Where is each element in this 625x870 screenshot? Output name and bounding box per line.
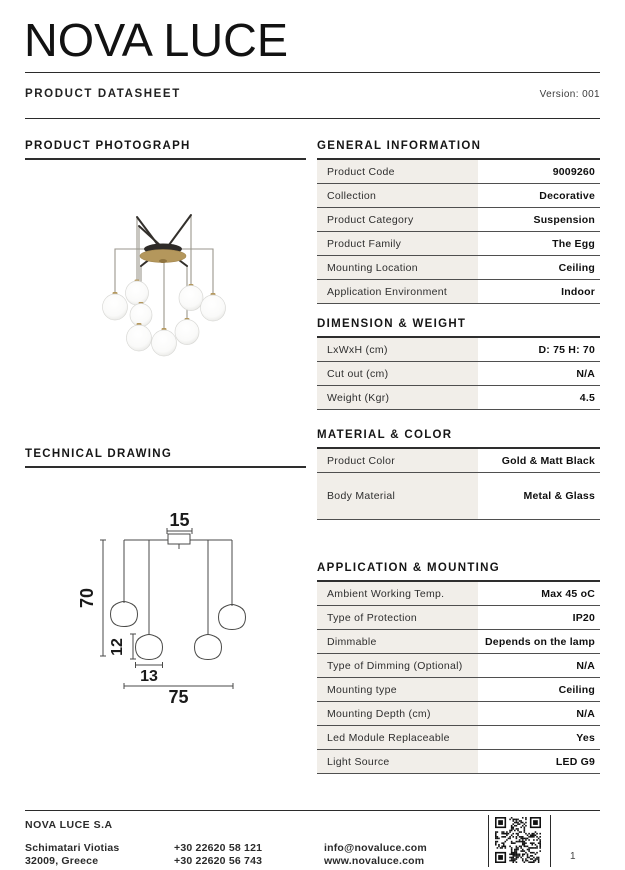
spec-sections bbox=[317, 140, 600, 774]
spec-row bbox=[317, 654, 600, 678]
spec-value: The Egg bbox=[478, 232, 600, 256]
spec-row bbox=[317, 160, 600, 184]
spec-label: Collection bbox=[317, 184, 478, 208]
spec-value: Max 45 oC bbox=[478, 582, 600, 606]
dim-canopy-width: 15 bbox=[169, 510, 190, 530]
spec-value: Indoor bbox=[478, 280, 600, 304]
spec-value: Yes bbox=[478, 726, 600, 750]
spec-value: Depends on the lamp bbox=[478, 630, 600, 654]
spec-value: Suspension bbox=[478, 208, 600, 232]
spec-label: Dimmable bbox=[317, 630, 478, 654]
spec-label: Ambient Working Temp. bbox=[317, 582, 478, 606]
spec-row bbox=[317, 208, 600, 232]
logo-text: NOVA LUCE bbox=[24, 14, 288, 66]
spec-value: IP20 bbox=[478, 606, 600, 630]
spec-value: Decorative bbox=[478, 184, 600, 208]
spec-label: Type of Dimming (Optional) bbox=[317, 654, 478, 678]
left-column bbox=[25, 140, 306, 713]
dim-shade-height: 12 bbox=[109, 638, 126, 656]
spec-label: Weight (Kgr) bbox=[317, 386, 478, 410]
spec-row bbox=[317, 362, 600, 386]
footer-vertical-divider bbox=[550, 815, 551, 867]
spec-value: N/A bbox=[478, 654, 600, 678]
spec-label: Cut out (cm) bbox=[317, 362, 478, 386]
spec-value: N/A bbox=[478, 362, 600, 386]
spec-row bbox=[317, 386, 600, 410]
header-divider bbox=[25, 72, 600, 73]
spec-label: Application Environment bbox=[317, 280, 478, 304]
dim-shade-width: 13 bbox=[140, 668, 158, 685]
spec-value: 4.5 bbox=[478, 386, 600, 410]
technical-drawing bbox=[25, 468, 306, 713]
spec-value: Ceiling bbox=[478, 678, 600, 702]
spec-label: Mounting Depth (cm) bbox=[317, 702, 478, 726]
spec-row bbox=[317, 726, 600, 750]
spec-row bbox=[317, 338, 600, 362]
spec-row bbox=[317, 750, 600, 774]
address-line: Schimatari Viotias bbox=[25, 842, 120, 854]
spec-row bbox=[317, 678, 600, 702]
company-name: NOVA LUCE S.A bbox=[25, 819, 113, 831]
brand-logo-text bbox=[24, 14, 304, 66]
footer-vertical-divider bbox=[488, 815, 489, 867]
section-heading: GENERAL INFORMATION bbox=[317, 140, 600, 160]
spec-row bbox=[317, 473, 600, 520]
spec-label: Product Code bbox=[317, 160, 478, 184]
address-block bbox=[25, 842, 174, 868]
spec-value: 9009260 bbox=[478, 160, 600, 184]
spec-label: Product Family bbox=[317, 232, 478, 256]
qr-code-icon bbox=[495, 817, 541, 868]
spec-row bbox=[317, 280, 600, 304]
dim-total-height: 70 bbox=[77, 587, 97, 609]
technical-drawing-illustration bbox=[25, 468, 306, 708]
subheader-divider bbox=[25, 118, 600, 119]
contacts-block bbox=[324, 842, 427, 868]
spec-row bbox=[317, 702, 600, 726]
phone-line: +30 22620 58 121 bbox=[174, 842, 263, 854]
spec-row bbox=[317, 449, 600, 473]
spec-label: Mounting type bbox=[317, 678, 478, 702]
brand-logo bbox=[24, 14, 304, 71]
spec-label: Product Category bbox=[317, 208, 478, 232]
spec-row bbox=[317, 606, 600, 630]
website-link[interactable]: www.novaluce.com bbox=[324, 855, 425, 867]
email-link[interactable]: info@novaluce.com bbox=[324, 842, 427, 854]
spec-row bbox=[317, 582, 600, 606]
spec-value: Gold & Matt Black bbox=[478, 449, 600, 473]
section-heading: APPLICATION & MOUNTING bbox=[317, 562, 600, 582]
spec-table bbox=[317, 582, 600, 774]
address-line: 32009, Greece bbox=[25, 855, 99, 867]
spec-table bbox=[317, 160, 600, 304]
spec-label: Led Module Replaceable bbox=[317, 726, 478, 750]
phone-line: +30 22620 56 743 bbox=[174, 855, 263, 867]
spec-section bbox=[317, 140, 600, 304]
phones-block bbox=[174, 842, 324, 868]
product-photograph bbox=[25, 160, 306, 430]
spec-row bbox=[317, 256, 600, 280]
spec-label: LxWxH (cm) bbox=[317, 338, 478, 362]
spec-value: Metal & Glass bbox=[478, 473, 600, 520]
spec-label: Light Source bbox=[317, 750, 478, 774]
spec-label: Type of Protection bbox=[317, 606, 478, 630]
spec-row bbox=[317, 232, 600, 256]
spec-table bbox=[317, 449, 600, 520]
drawing-section-heading: TECHNICAL DRAWING bbox=[25, 448, 306, 468]
version-label: Version: 001 bbox=[539, 88, 600, 100]
section-heading: DIMENSION & WEIGHT bbox=[317, 318, 600, 338]
spec-label: Product Color bbox=[317, 449, 478, 473]
datasheet-header-row bbox=[25, 88, 600, 100]
page-title: PRODUCT DATASHEET bbox=[25, 88, 181, 100]
spec-value: Ceiling bbox=[478, 256, 600, 280]
spec-value: LED G9 bbox=[478, 750, 600, 774]
spec-row bbox=[317, 184, 600, 208]
section-heading: MATERIAL & COLOR bbox=[317, 429, 600, 449]
page-number: 1 bbox=[570, 851, 576, 862]
footer bbox=[25, 810, 600, 869]
spec-label: Body Material bbox=[317, 473, 478, 520]
spec-row bbox=[317, 630, 600, 654]
spec-value: D: 75 H: 70 bbox=[478, 338, 600, 362]
photo-section-heading: PRODUCT PHOTOGRAPH bbox=[25, 140, 306, 160]
spec-label: Mounting Location bbox=[317, 256, 478, 280]
spec-table bbox=[317, 338, 600, 410]
spec-section bbox=[317, 429, 600, 520]
spec-section bbox=[317, 318, 600, 410]
spec-section bbox=[317, 562, 600, 774]
chandelier-photo-illustration bbox=[25, 160, 306, 430]
spec-value: N/A bbox=[478, 702, 600, 726]
canopy bbox=[140, 244, 186, 264]
dim-total-width: 75 bbox=[168, 687, 189, 707]
